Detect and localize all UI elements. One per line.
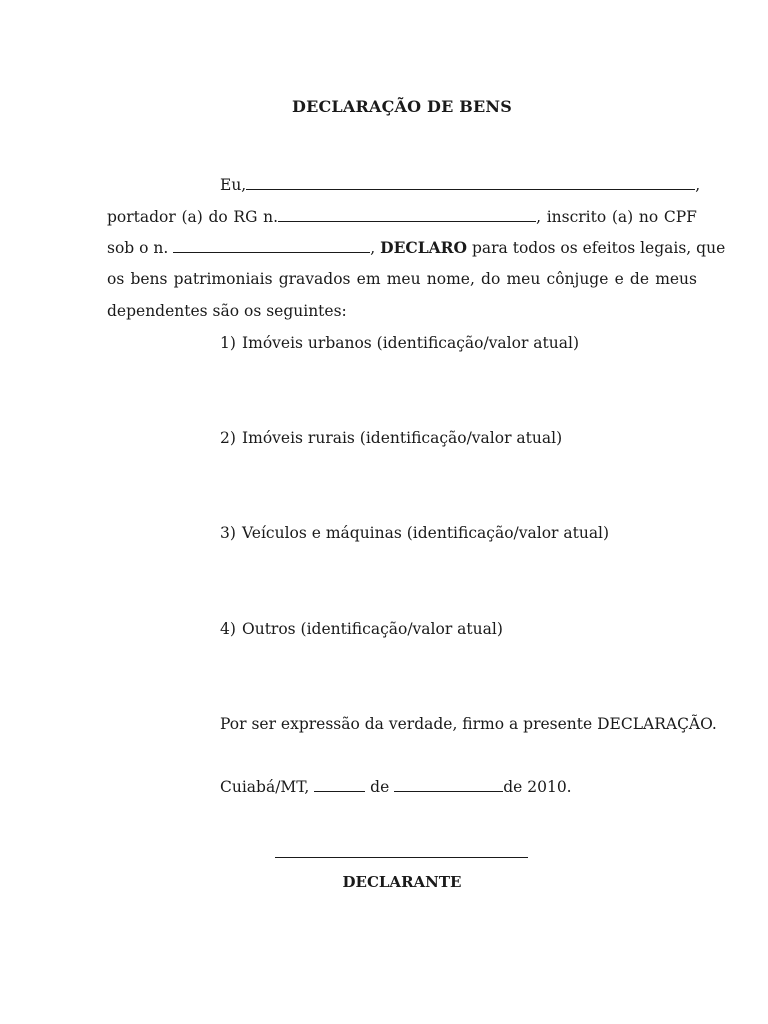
truth-statement: Por ser expressão da verdade, firmo a presente DECLARAÇÃO. <box>220 715 717 733</box>
item-number: 2) <box>220 429 236 447</box>
assets-text: os bens patrimoniais gravados em meu nome, do meu cônjuge e de meus <box>107 270 697 288</box>
month-blank-field[interactable] <box>394 777 503 792</box>
rg-number-group <box>263 207 541 227</box>
item-number: 1) <box>220 334 236 352</box>
declaro-keyword: DECLARO <box>380 238 468 257</box>
assets-line <box>107 269 697 289</box>
document-title: DECLARAÇÃO DE BENS <box>292 97 512 116</box>
day-blank-field[interactable] <box>314 777 365 792</box>
list-item <box>220 619 503 639</box>
item-text: Outros (identificação/valor atual) <box>242 620 503 638</box>
item-text: Imóveis urbanos (identificação/valor atual) <box>242 334 579 352</box>
signature-line[interactable] <box>275 857 528 858</box>
declaro-rest: para todos os efeitos legais, que <box>471 239 726 257</box>
word: (a) <box>181 208 203 226</box>
list-item <box>220 428 562 448</box>
list-item <box>220 333 579 353</box>
comma: , <box>695 176 701 194</box>
list-item <box>220 523 609 543</box>
item-number: 4) <box>220 620 236 638</box>
cpf-blank-field[interactable] <box>173 238 370 253</box>
dependents-line: dependentes são os seguintes: <box>107 302 347 320</box>
item-text: Veículos e máquinas (identificação/valor atual) <box>242 524 610 542</box>
word: inscrito <box>546 208 607 226</box>
word: n. <box>263 208 279 226</box>
city-label: Cuiabá/MT, <box>220 778 310 796</box>
item-text: Imóveis rurais (identificação/valor atual) <box>242 429 563 447</box>
name-blank-field[interactable] <box>246 175 695 190</box>
word: , <box>536 208 542 226</box>
rg-line <box>107 207 697 227</box>
cpf-line <box>107 238 725 258</box>
cpf-label: sob o n. <box>107 239 169 257</box>
name-line <box>220 175 700 195</box>
eu-label: Eu, <box>220 176 247 194</box>
comma: , <box>370 239 376 257</box>
word: (a) <box>611 208 634 226</box>
rg-blank-field[interactable] <box>278 207 536 222</box>
word: no <box>638 208 659 226</box>
item-number: 3) <box>220 524 236 542</box>
word: de <box>370 778 390 796</box>
word: portador <box>107 208 176 226</box>
word: CPF <box>663 208 697 226</box>
word: do <box>208 208 228 226</box>
signature-label: DECLARANTE <box>342 873 462 891</box>
year-text: de 2010. <box>503 778 572 796</box>
word: RG <box>233 208 258 226</box>
date-line <box>220 777 572 797</box>
